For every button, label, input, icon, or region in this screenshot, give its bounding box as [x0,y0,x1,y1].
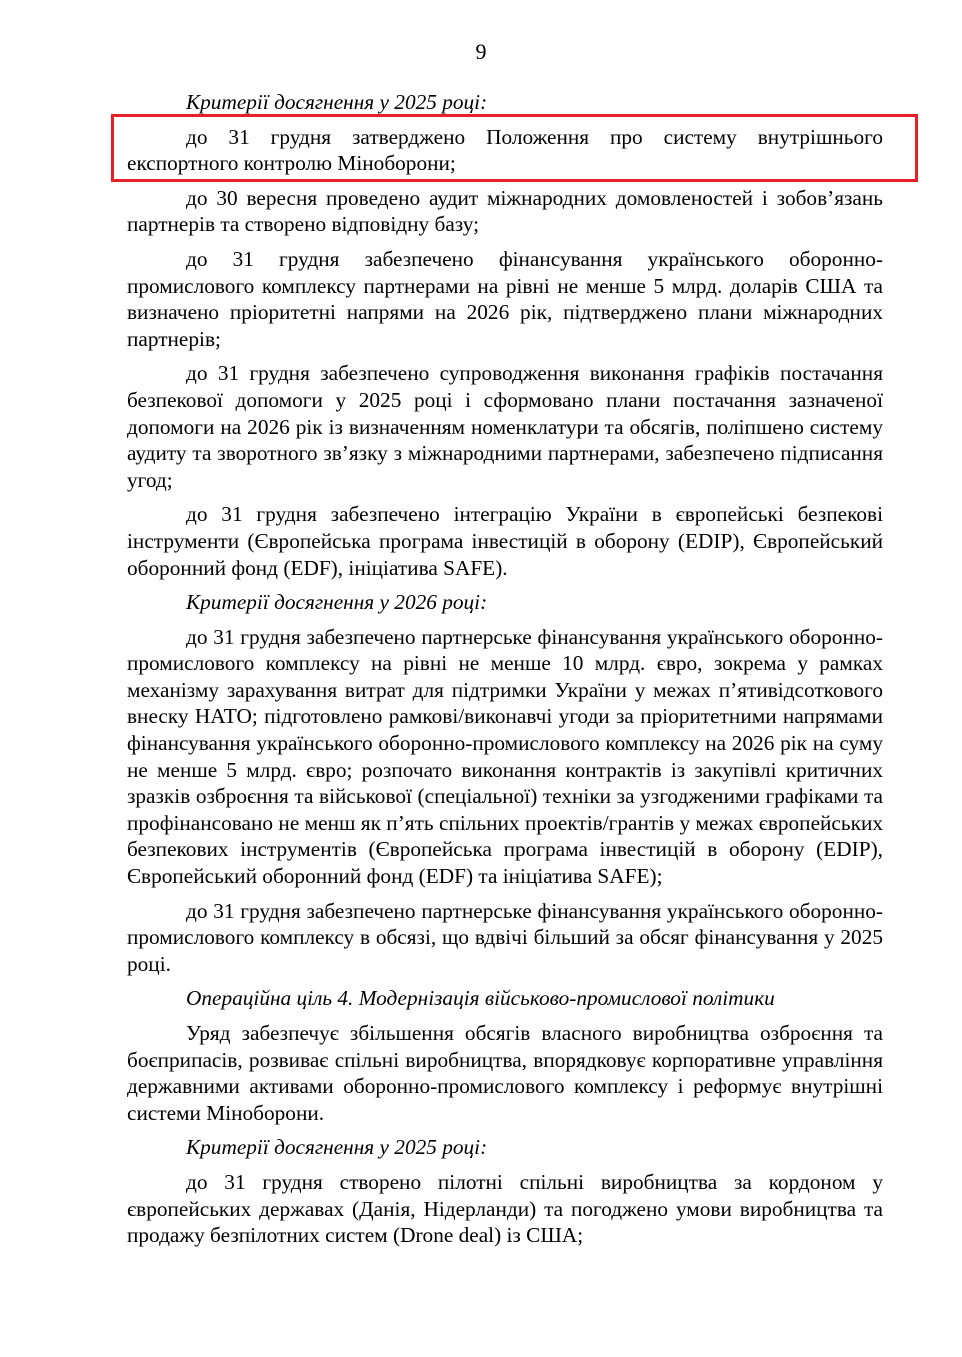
page-number: 9 [475,39,487,64]
criterion-paragraph: до 31 грудня забезпечено інтеграцію України в європейські безпекові інструменти (Європейська програма інвестицій в оборону (EDIP), Європейський оборонний фонд (EDF), ініціатива SAFE). [127,502,883,580]
criterion-paragraph: до 31 грудня забезпечено партнерське фінансування українського оборонно-промислового комплексу на рівні не менше 10 млрд. євро, зокрема у рамках механізму зарахування витрат для підтримки України у межах п’ятивідсоткового внеску НАТО; підготовлено рамкові/виконавчі угоди за пріоритетними напрямами фінансування українського оборонно-промислового комплексу на 2026 рік на суму не менше 5 млрд. євро; розпочато виконання контрактів із закупівлі критичних зразків озброєння та військової (спеціальної) техніки за узгодженими графіками та профінансовано не менш як п’ять спільних проектів/грантів у межах європейських безпекових інструментів (Європейська програма інвестицій в оборону (EDIP), Європейський оборонний фонд (EDF) та ініціатива SAFE); [127,624,883,889]
criterion-paragraph: до 31 грудня створено пілотні спільні виробництва за кордоном у європейських державах (Данія, Нідерланди) та погоджено умови виробництва та продажу безпілотних систем (Drone deal) із США; [127,1169,883,1248]
goal-description-paragraph: Уряд забезпечує збільшення обсягів власного виробництва озброєння та боєприпасів, розвиває спільні виробництва, впорядковує корпоративне управління державними активами оборонно-промислового комплексу і реформує внутрішні системи Міноборони. [127,1021,883,1125]
criterion-paragraph: до 30 вересня проведено аудит міжнародних домовленостей і зобов’язань партнерів та створено відповідну базу; [127,185,883,237]
criterion-paragraph: до 31 грудня затверджено Положення про систему внутрішнього експортного контролю Міноборони; [127,124,883,176]
criterion-paragraph: до 31 грудня забезпечено супроводження виконання графіків постачання безпекової допомоги у 2025 році і сформовано плани постачання зазначеної допомоги на 2026 рік із визначенням номенклатури та обсягів, поліпшено систему аудиту та зворотного зв’язку з міжнародними партнерами, забезпечено підписання угод; [127,361,883,492]
document-body [127,89,883,1257]
section-heading: Критерії досягнення у 2025 році: [186,90,488,114]
section-heading: Критерії досягнення у 2026 році: [186,590,488,615]
criterion-paragraph: до 31 грудня забезпечено фінансування українського оборонно-промислового комплексу партнерами на рівні не менше 5 млрд. доларів США та визначено пріоритетні напрями на 2026 рік, підтверджено плани міжнародних партнерів; [127,246,883,351]
operational-goal-heading: Операційна ціль 4. Модернізація військово-промислової політики [186,986,775,1011]
section-heading: Критерії досягнення у 2025 році: [186,1135,488,1160]
criterion-paragraph: до 31 грудня забезпечено партнерське фінансування українського оборонно-промислового комплексу в обсязі, що вдвічі більший за обсяг фінансування у 2025 році. [127,898,883,976]
